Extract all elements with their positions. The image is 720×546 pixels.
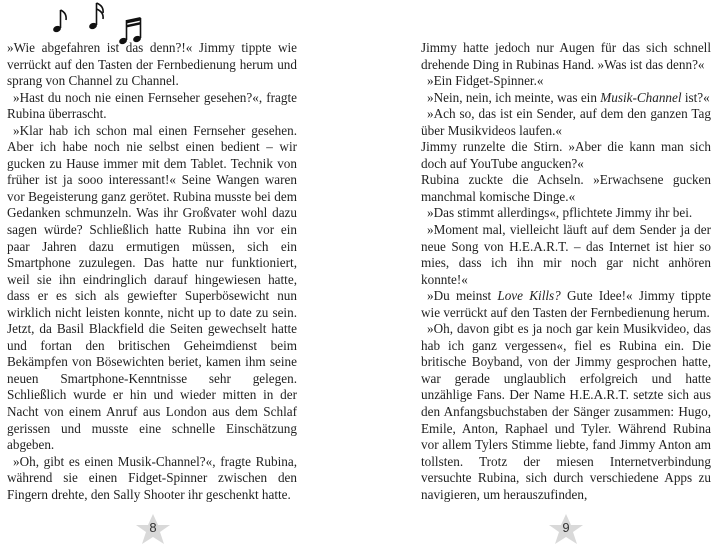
paragraph: »Ein Fidget-Spinner.« (427, 73, 544, 89)
paragraph-text: ist?« (681, 89, 710, 105)
emphasis-text: Love Kills? (497, 288, 561, 304)
paragraph: Jimmy hatte jedoch nur Augen für das sich schnell drehende Ding in Rubinas Hand. »Was ist das denn?« (421, 40, 711, 72)
paragraph: »Wie abgefahren ist das denn?!« Jimmy tippte wie verrückt auf den Tasten der Fernbedienung herum und sprang von Channel zu Channel. (7, 40, 297, 89)
page-number-right (543, 512, 589, 546)
emphasis-text: Musik-Channel (600, 89, 682, 105)
paragraph-text: »Du meinst (427, 288, 498, 304)
paragraph: Jimmy runzelte die Stirn. »Aber die kann man sich doch auf YouTube angucken?« (421, 139, 711, 171)
right-page (421, 40, 711, 503)
paragraph: »Moment mal, vielleicht läuft auf dem Sender ja der neue Song von H.E.A.R.T. – das Internet ist hier so mies, dass ich ihn mir noch gar nicht anhören konnte!« (421, 222, 711, 287)
paragraph-text: »Nein, nein, ich meinte, was ein (427, 89, 601, 105)
paragraph: »Oh, gibt es einen Musik-Channel?«, fragte Rubina, während sie einen Fidget-Spinner zwischen den Fingern drehte, den Sally Shooter ihr geschenkt hatte. (7, 453, 297, 502)
paragraph: »Oh, davon gibt es ja noch gar kein Musikvideo, das hab ich ganz vergessen«, fiel es Rubina ein. Die britische Boyband, von der Jimmy gesprochen hatte, war gerade unglaublich erfolgreich und hatte unzählige Fans. Der Name H.E.A.R.T. setzte sich aus den Anfangsbuchstaben der Sänger zusammen: Hugo, Emile, Anton, Raphael und Tyler. Während Rubina vor allem Tylers Stimme liebte, fand Jimmy Anton am tollsten. Trotz der miesen Internetverbindung versuchte Rubina, sich durch verschiedene Apps zu navigieren, um herauszufinden, (421, 321, 711, 502)
paragraph: Rubina zuckte die Achseln. »Erwachsene gucken manchmal komische Dinge.« (421, 172, 711, 204)
paragraph: »Hast du noch nie einen Fernseher gesehen?«, fragte Rubina überrascht. (7, 89, 297, 122)
page-number: 9 (562, 520, 570, 535)
paragraph (421, 288, 711, 321)
page-number: 8 (149, 520, 157, 535)
paragraph (421, 90, 711, 107)
paragraph: »Das stimmt allerdings«, pflichtete Jimmy ihr bei. (427, 205, 693, 221)
left-page (7, 40, 297, 503)
page-number-left (130, 512, 176, 546)
paragraph: »Ach so, das ist ein Sender, auf dem den ganzen Tag über Musikvideos laufen.« (421, 106, 711, 138)
paragraph: »Klar hab ich schon mal einen Fernseher gesehen. Aber ich habe noch nie selbst einen bedient – wir gucken zu Hause immer mit dem Tablet. Technik von früher ist ja sooo interessant!« Seine Wangen waren vor Begeisterung ganz gerötet. Rubina musste bei dem Gedanken schmunzeln. Was ihr Großvater wohl dazu sagen würde? Schließlich hatte Rubina ihn vor ein paar Jahren dazu ermutigen müssen, sich ein Smartphone zuzulegen. Das hatte nur funktioniert, weil sie ihn eindringlich darauf hingewiesen hatte, dass er es sich als gewiefter Superbösewicht nun wirklich nicht leisten konnte, nicht up to date zu sein. Jetzt, da Basil Blackfield die Seiten gewechselt hatte und fortan den britischen Geheimdienst beim Bekämpfen von Bösewichten beriet, kamen ihm seine neuen Smartphone-Kenntnisse sehr gelegen. Schließlich wurde er hin und wieder mitten in der Nacht von einem Anruf aus London aus dem Schlaf gerissen und musste eine schnelle Einschätzung abgeben. (7, 122, 297, 453)
paragraph-text: Gute Idee!« Jimmy tippte wie verrückt auf den Tasten der Fernbedienung herum. (421, 288, 712, 320)
